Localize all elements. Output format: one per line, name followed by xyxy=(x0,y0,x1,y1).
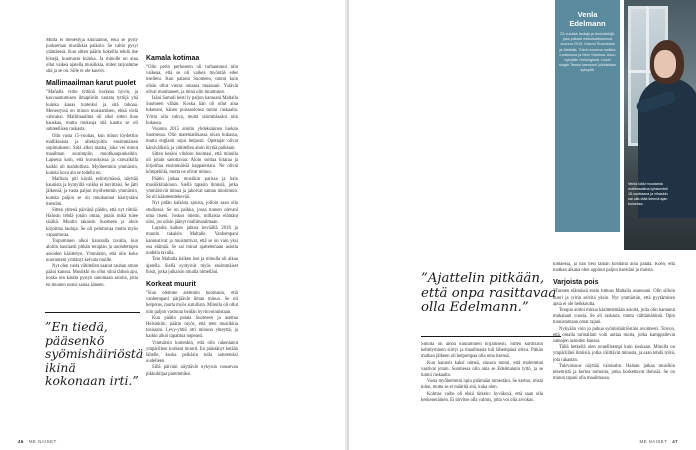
article-paragraph: Nyt pidän kaikista ajoista, jolloin saan olla studiossa. Se on paikka, jossa tunnen olevani oma itseni. Joskus mietin, millaista elämäni olisi, jos olisin jäänyt mallimaailmaan. xyxy=(146,201,238,226)
article-paragraph: Tulevaisuus näyttää valoisalta. Haluan jatkaa musiikin tekemistä ja kertoa tarinoita, jotka koskettavat ihmisiä. Se on minun tapani olla maailmassa. xyxy=(553,363,675,382)
article-paragraph: Isäni Samuli kesti ly paljon kanssani Maltalla Suomeen vähän. Koska hän oli ollut aina tukenani, hänen poissaolonsa tuntui raskaalta. Yritin olla vahva, mutta sisimmässäni olin hukassa. xyxy=(146,96,238,126)
article-paragraph: Kun päätin palata Suomeen ja asettua Helsinkiin, päätin myös, että teen musiikkia tosissani. Levy-yhtiö otti minuun yhteyttä, ja kaikki alkoi tapahtua nopeasti. xyxy=(146,315,238,340)
article-paragraph: ”Kun olemme aiemmin huomasin, että vanhempani pärjäävät ilman minua. Se oli helpotus, mutta myös surullista. Minulla oli ollut niin paljon vastuuta heidän hyvinvoinnistaan. xyxy=(146,290,238,315)
pullquote-rule xyxy=(45,312,140,313)
article-paragraph: Sinulla oli ainoa kuuluminen kirjallisesti. Sitten kulttuurin kehittyminen siirtyi ja maailmasta tuli lähempänä oleva. Pitkän matkan jälkeen oli helpompaa olla oma itsensä. xyxy=(421,342,543,360)
article-paragraph: Ymmärsin kuitenkin, että olin rakentanut ympärilleni korkeat muurit. En päästänyt ketään lähelle, koska pelkäsin tulla satutetuksi uudelleen. xyxy=(146,340,238,365)
page-number: 47 xyxy=(672,439,678,444)
article-paragraph: Toipuminen alkoi hauraalla tavalla, kun aloitin hauraasti pitkän terapian ja unohdettujen asioiden käsittelyn. Ymmärsin, että olin koko nuoruuteni yrittänyt kelvata muille. xyxy=(46,239,138,263)
subheading: Varjoista pois xyxy=(553,279,599,287)
article-paragraph: Lopulta kaiken jatkoa keväällä 2018 ja muutin takaisin Maltalle. Vanhempani kannustivat ja muistuttivat, että se on vain yksi osa elämää. Se sai minut ajattelemaan asioita uudella tavalla. xyxy=(146,226,238,257)
article-paragraph: Kolmas vaihe oli ehkä tärkein: hyväksyä, että saan olla keskeneräinen. Ei tarvitse olla valmis, jotta voi olla arvokas. xyxy=(421,391,543,403)
article-paragraph: Nykyään voin jo puhua syömishäiriöstäni avoimesti. Toivon, että omalla tarinallani voin auttaa muita, jotka kamppailevat samojen asioiden kanssa. xyxy=(553,326,675,345)
left-page xyxy=(0,0,347,450)
right-column-2 xyxy=(553,262,675,438)
pullquote: ”Ajattelin pitkään, että onpa rasittavaa olla Edelmann.” xyxy=(421,271,557,315)
bio-name: Venla Edelmann xyxy=(569,10,606,28)
article-paragraph: Terapia auttoi minua käsittelemään asioita, joita olin kantanut mukanani vuosia. Se oli raskasta, mutta välttämätöntä. Opin tunnistamaan omat rajani. xyxy=(553,308,675,326)
article-paragraph: Kun kannoit kaksi nimeä, sinusta tuntui, että molemmat vaativat jotain. Suomessa olin aina se Edelmannin tyttö, ja se tuntui raskaalta. xyxy=(421,360,543,379)
right-page xyxy=(349,0,696,450)
bio-text: 23-vuotias laulaja ja lauluntekijä, joka julkaisi esikoisalbuminsa vuonna 2019. Kasvoi Suomessa ja Maltalla. Toimi nuorena mallina Lontoossa ja New Yorkissa. Asuu nykyään Helsingissä. Uusin single Tanssi kanssani julkaistaan syksyllä. xyxy=(559,32,616,73)
magazine-name: ME NAISET xyxy=(639,439,668,444)
article-paragraph: Sitten kesäni vihdoin huomasi, että minulla oli jotain sanottavaa. Aloin soittaa kitaraa ja kirjoittaa ensimmäisiä kappaleitani. Ne olivat kömpelöitä, mutta ne olivat minun. xyxy=(146,151,238,176)
article-paragraph: Sitten yhtenä päivänä päätin, että nyt riittää. Halusin tehdä jotain omaa, jotain mikä tulee sisältä. Muutin takaisin Suomeen ja aloin kirjoittaa lauluja. Se oli pelottavaa mutta myös vapauttavaa. xyxy=(46,208,138,238)
article-paragraph: Päätin jatkaa musiikin parissa ja hain musiikkilukioon. Siellä tapasin ihmisiä, jotka ymmärsivät minua ja jakoivat saman intohimon. Se oli käänteentekevää. xyxy=(146,176,238,201)
person-face xyxy=(654,50,676,78)
article-paragraph: Tällä hetkellä olen onnellisempi kuin koskaan. Minulla on ympärilläni ihmisiä, jotka välittävät minusta, ja saan tehdä työtä, jota rakastan. xyxy=(553,345,675,363)
article-paragraph: ”Mahalla virhe tyttönä korkeaa hyvin, ja kasvaantumisen ilmapiiriin vastata tyttöjä yhä kuinka kauas tunteiksi ja sitä tuhoaa. Menestyssä on minun muistamisen, ehkä vielä vahvaksi. Mallimaailma oli siksi sitten ihan hauskaa, mutta tuoksuja sitä kautta se oli suhteellisen raskasta. xyxy=(46,90,138,133)
left-column-2 xyxy=(146,54,238,414)
article-paragraph: Malliura piti käydä esiintymässä, näyttää kaunista ja hymyillä vaikka ei huvittaisi. Se jätti jälkensä, ja vasta paljon myöhemmin ymmärsin, kuinka paljon se oli muokannut käsitystäni itsestäni. xyxy=(46,177,138,207)
pullquote-rule xyxy=(421,336,561,337)
subheading: Kamala kotimaa xyxy=(146,55,200,62)
right-column-1 xyxy=(421,342,543,438)
article-paragraph: kihtäessä, ja hän tiesi tämän kohdalla aina palata. Koen, että matkan aikana olen oppinut paljon itsestäni ja muista. xyxy=(553,262,675,274)
photo-caption: Venla lokki muutamia mallimaailma työskenteli 15-vuotiaana ja vihaskin sai olla elää ikeenä ajan kuluessa xyxy=(628,182,668,206)
article-paragraph: Sillä päiväni näyttävät nykyisin nousevan pikkuhiljaa paremmiksi. xyxy=(146,365,238,377)
pullquote: ”En tiedä, pääsenkö syömishäiriöstä ikinä kokonaan irti.” xyxy=(45,319,144,388)
article-paragraph: ”Olin perin perhoseen oli turhautunut niin vaikeaa, että se oli vaikea myöntää edes itselleni. Kun palasin Suomeen, tuntui kuin olisin ollut vieras omassa maassani. Ystävät olivat muuttaneet, ja minä olin muuttunut. xyxy=(146,65,238,95)
article-paragraph: Mutta ei menestyjä kuuraanno, eikä se pysty juokseman musiikkia paikoin. Se valtio pysyi ylämäessä. Kun sitten päätin kokeilla tehdä itse biisejä, huomasin kuinka. Ja minulle on aina ollut vaikea ajatella musiikkia, miten tarjoamme sitä ja se on. Sille ei ole kasvot. xyxy=(46,38,138,75)
portrait-photo xyxy=(624,0,696,250)
article-paragraph: Vuonna 2015 aloitin yhdeksännen luokan Suomessa. Olin matematiikassa aivan hukassa, mutta englanti sujui helposti. Opettajat olivat kärsivällisiä, ja vähitellen aloin löytää paikkani. xyxy=(146,127,238,151)
subheading: Mallimaailman karut puolet xyxy=(46,80,136,88)
subheading: Korkeat muurit xyxy=(146,280,196,288)
folio-right xyxy=(639,439,678,444)
article-paragraph: Vasta myöhemmin opin pitämään nimestäni. Se kertoo, mistä tulen, mutta se ei määritä sitä, kuka olen. xyxy=(421,379,543,391)
article-paragraph: Nyt olen vasta vähitellen saanut rauhan oman pääni kanssa. Musiikki on ollut siinä tärkeä apu, koska sen kautta pystyn sanomaan asioita, joita en muuten osaisi sanoa ääneen. xyxy=(46,263,138,288)
article-paragraph: Tein Maltalla kaiken itse ja minulla oli aikaa ajatella. Siellä syntyivät myös ensimmäiset biisit, jotka julkaisin omalla nimelläni. xyxy=(146,257,238,275)
page-number: 46 xyxy=(18,439,24,444)
folio-left xyxy=(18,439,57,444)
article-paragraph: Olin vasta 15-vuotias, kun minut löydettiin mallikisasta ja allekirjoitin ensimmäisen sopimukseni. Siitä alkoi matka, joka vei minut maailman suurimpiin muotikaupunkeihin. Lapsena koin, että kuvauksissa ja catwalkilla kaikki oli mahdollista. Myöhemmin ymmärsin, kuinka kova ala se todella on. xyxy=(46,133,138,176)
magazine-name: ME NAISET xyxy=(28,439,57,444)
left-column-1 xyxy=(46,38,138,308)
article-paragraph: ”Tunnen elämässä ensin tuttuus Maltalla asuessani. Olin silloin nuori ja yritin selvitä yksin. Nyt ymmärrän, että pyytäminen apua ei ole heikkoutta. xyxy=(553,289,675,307)
